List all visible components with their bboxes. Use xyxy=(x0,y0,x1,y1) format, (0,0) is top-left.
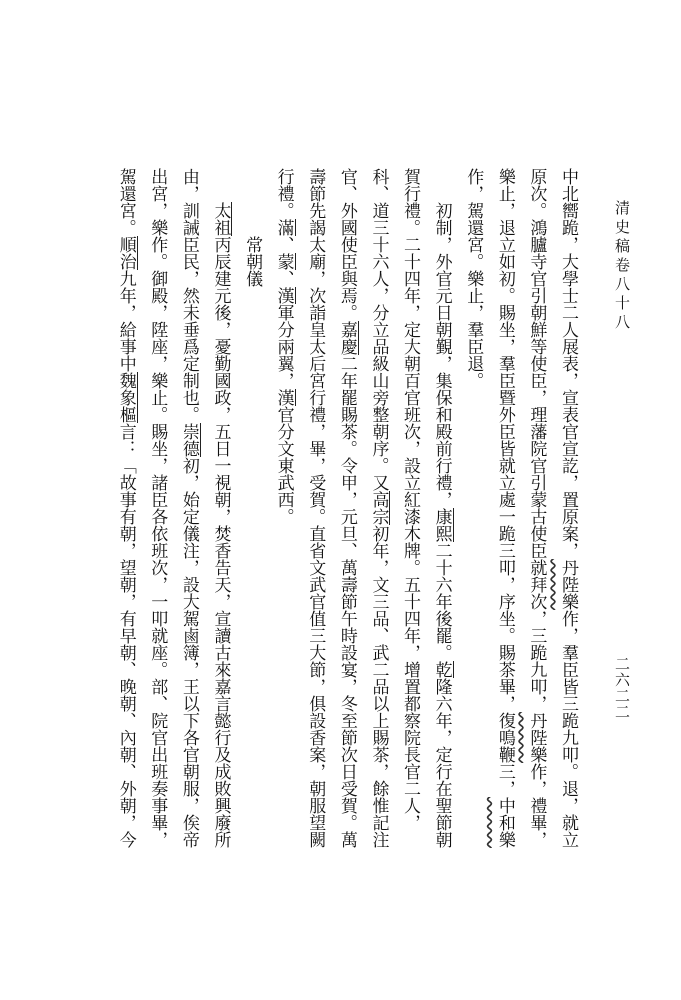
text-segment: 、 xyxy=(273,236,294,253)
text-segment: 九年，給事中 xyxy=(115,270,136,372)
text-segment: 官分文東武西。 xyxy=(273,406,294,525)
ethnic-name: 滿 xyxy=(273,219,294,236)
section-heading: 常朝儀 xyxy=(242,236,263,287)
era-name: 嘉慶 xyxy=(336,321,357,355)
running-title: 清史稿卷八十八 xyxy=(613,200,631,333)
music-title: 中和樂 xyxy=(494,797,515,848)
text-segment: 二十六年後罷。 xyxy=(431,542,452,661)
paragraph-court-ceremony xyxy=(457,168,583,858)
vertical-text-body xyxy=(83,168,583,858)
text-segment: 軍分兩翼， xyxy=(273,304,294,389)
era-name: 康熙 xyxy=(431,508,452,542)
text-segment: 作，羣臣皆三跪九叩。退，就立原次。鴻臚寺官引朝鮮等使臣，理藩院官引蒙古使臣就拜次，三跪九叩， xyxy=(526,168,578,848)
era-name: 崇德 xyxy=(178,423,199,457)
page-number: 二六二二 xyxy=(613,656,631,720)
text-segment: 作，駕還宮。樂止，羣臣退。 xyxy=(463,168,484,389)
era-name: 順治 xyxy=(115,236,136,270)
person-name: 魏象樞 xyxy=(115,372,136,423)
ethnic-name: 蒙 xyxy=(273,253,294,270)
era-name: 乾 xyxy=(431,661,452,678)
paragraph-regular-audience xyxy=(109,168,235,858)
text-segment: 二年罷賜茶。令甲，元旦、萬壽節午時設宴，冬至節次日受賀。萬壽節先謁太廟，次詣皇太后宮行禮，畢，受賀。直省文武官值三大節，俱設香案，朝服望闕行禮。 xyxy=(273,168,357,848)
ethnic-name: 漢 xyxy=(273,287,294,304)
ethnic-name: 漢 xyxy=(273,389,294,406)
text-segment: 言：「故事有朝，望朝，有早朝、晚朝、內朝、外朝，今 xyxy=(115,423,136,848)
paragraph-early-system xyxy=(267,168,457,858)
text-segment: 作，禮畢，樂止，退立如初。賜坐，羣臣暨外臣皆就立處一跪三叩，序坐。賜茶畢，復鳴鞭三， xyxy=(494,168,547,848)
emperor-name: 高宗 xyxy=(368,491,389,525)
text-segment: 中北嚮跪，大學士二人展表，宣表官宣訖，置原案， xyxy=(558,168,578,559)
text-segment: 初制，外官元日朝覲，集保和殿前行禮， xyxy=(431,202,452,508)
emperor-name: 太祖 xyxy=(210,202,231,236)
text-segment: 初年，文三品、武二品以上賜茶，餘惟記注官、外國使臣與焉。 xyxy=(336,168,389,848)
text-segment: 隆六年，定行在聖節朝賀行禮。二十四年，定大朝百官班次，設立紅漆木牌。五十四年，增置都察院長官二人，科、道三十六人，分立品級山旁整朝序。又 xyxy=(368,168,452,848)
music-title: 丹陛樂 xyxy=(526,712,547,763)
text-segment: 丙辰建元後，憂勤國政，五日一視朝，焚香告天，宣讀古來嘉言懿行及成敗興廢所由，訓誡臣民，然未垂爲定制也。 xyxy=(178,168,231,848)
text-segment: 初，始定儀注，設大駕鹵簿，王以下各官朝服，俟帝出宮，樂作。御殿，陞座，樂止。賜坐，諸臣各依班次，一叩就座。部、院官出班奏事畢，駕還宮。 xyxy=(115,168,199,848)
music-title: 丹陛樂 xyxy=(558,559,578,610)
text-segment: 、 xyxy=(273,270,294,287)
